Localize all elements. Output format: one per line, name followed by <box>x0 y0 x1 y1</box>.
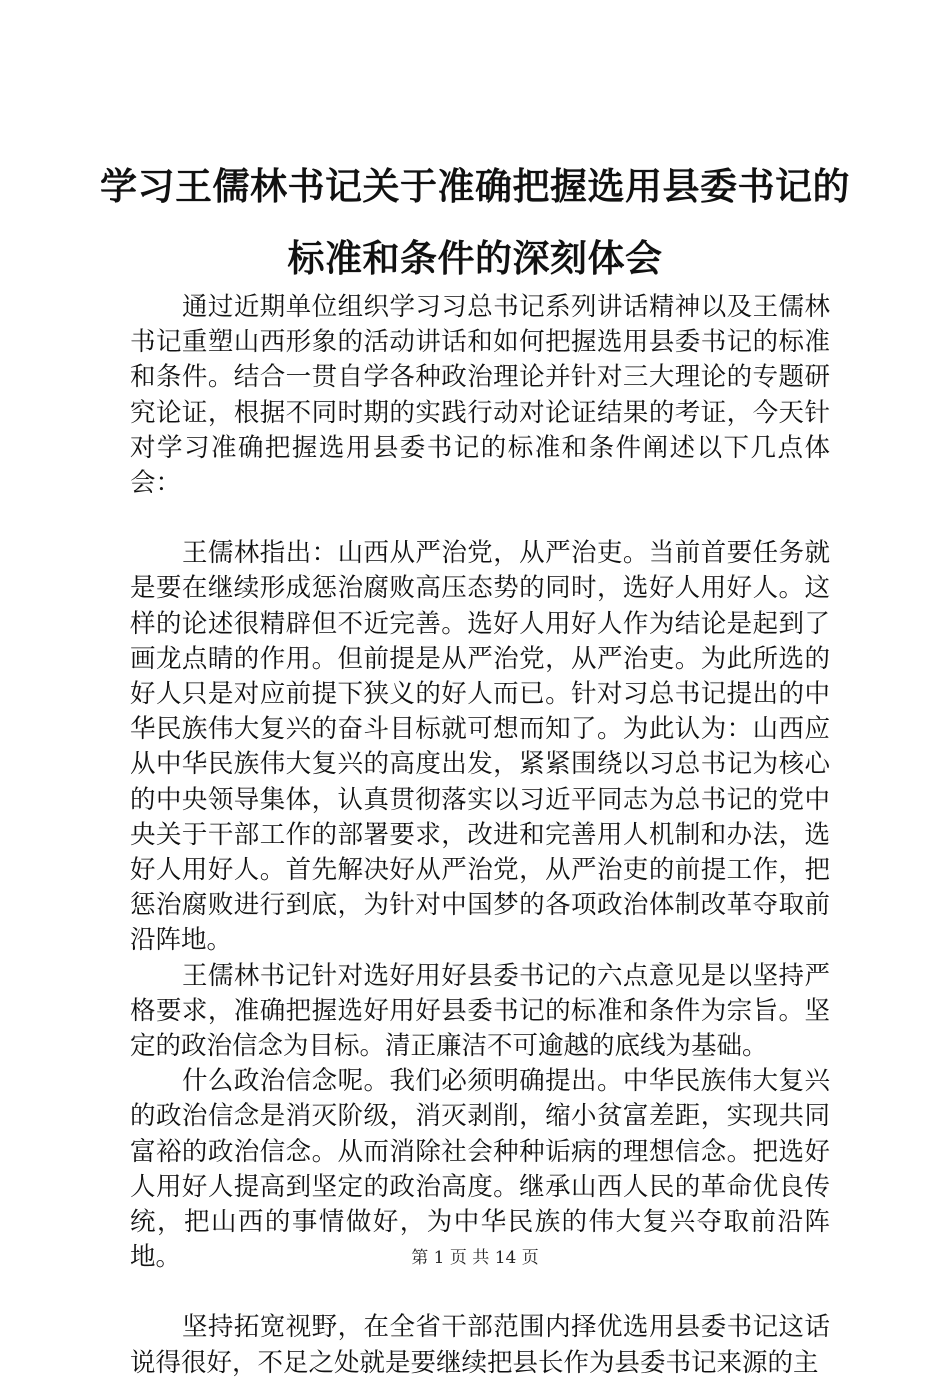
paragraph-broaden-vision: 坚持拓宽视野，在全省干部范围内择优选用县委书记这话说得很好，不足之处就是要继续把县长作为县委书记来源的主 <box>130 1312 830 1378</box>
page-footer: 第 1 页 共 14 页 <box>411 1248 539 1268</box>
document-body <box>130 290 830 1381</box>
paragraph-spacer <box>130 501 830 536</box>
paragraph-spacer <box>130 1275 830 1310</box>
paragraph-intro: 通过近期单位组织学习习总书记系列讲话精神以及王儒林书记重塑山西形象的活动讲话和如何把握选用县委书记的标准和条件。结合一贯自学各种政治理论并针对三大理论的专题研究论证，根据不同时期的实践行动对论证结果的考证，今天针对学习准确把握选用县委书记的标准和条件阐述以下几点体会： <box>130 292 830 499</box>
paragraph-political-belief: 什么政治信念呢。我们必须明确提出。中华民族伟大复兴的政治信念是消灭阶级，消灭剥削，缩小贫富差距，实现共同富裕的政治信念。从而消除社会种种诟病的理想信念。把选好人用好人提高到坚定的政治高度。继承山西人民的革命优良传统，把山西的事情做好，为中华民族的伟大复兴夺取前沿阵地。 <box>130 1066 830 1273</box>
title-line-2: 标准和条件的深刻体会 <box>287 236 663 280</box>
paragraph-wang-rulin-remarks: 王儒林指出：山西从严治党，从严治吏。当前首要任务就是要在继续形成惩治腐败高压态势的同时，选好人用好人。这样的论述很精辟但不近完善。选好人用好人作为结论是起到了画龙点睛的作用。但前提是从严治党，从严治吏。为此所选的好人只是对应前提下狭义的好人而已。针对习总书记提出的中华民族伟大复兴的奋斗目标就可想而知了。为此认为：山西应从中华民族伟大复兴的高度出发，紧紧围绕以习总书记为核心的中央领导集体，认真贯彻落实以习近平同志为总书记的党中央关于干部工作的部署要求，改进和完善用人机制和办法，选好人用好人。首先解决好从严治党，从严治吏的前提工作，把惩治腐败进行到底，为针对中国梦的各项政治体制改革夺取前沿阵地。 <box>130 538 830 956</box>
title-line-1: 学习王儒林书记关于准确把握选用县委书记的 <box>100 164 850 208</box>
document-title <box>100 150 850 294</box>
paragraph-six-opinions: 王儒林书记针对选好用好县委书记的六点意见是以坚持严格要求，准确把握选好用好县委书记的标准和条件为宗旨。坚定的政治信念为目标。清正廉洁不可逾越的底线为基础。 <box>130 960 830 1062</box>
